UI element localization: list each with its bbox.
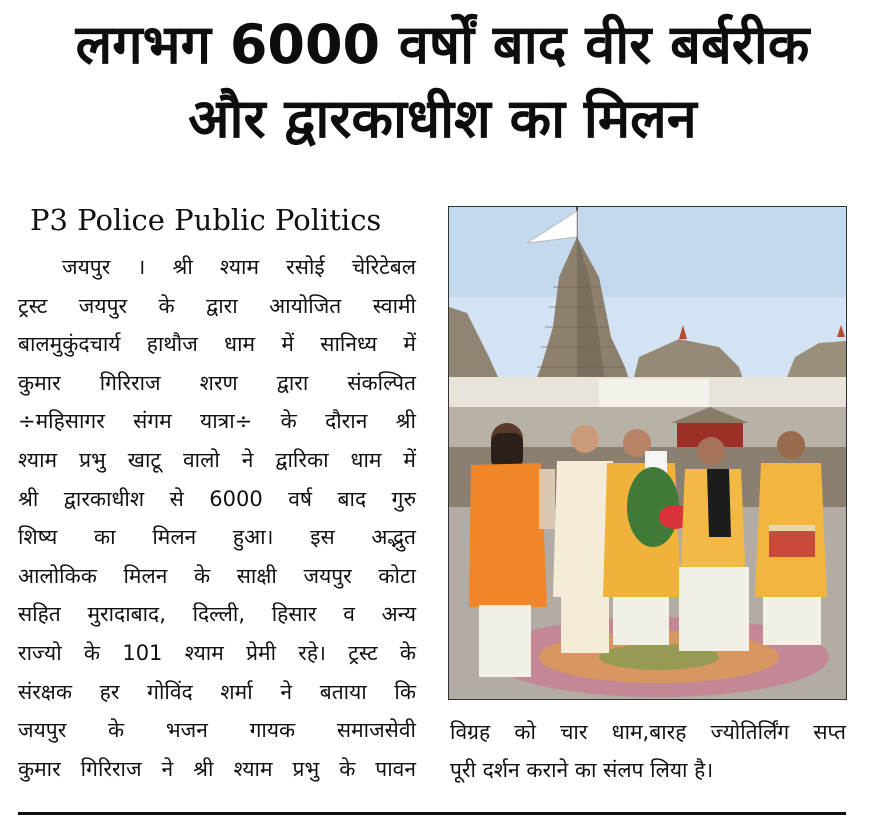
article-line: कुमार गिरिराज शरण द्वारा संकल्पित xyxy=(18,370,416,395)
article-line: जयपुर के भजन गायक समाजसेवी xyxy=(18,718,416,743)
article-line: श्री द्वारकाधीश से 6000 वर्ष बाद गुरु xyxy=(18,486,416,511)
headline-line-2: और द्वारकाधीश का मिलन xyxy=(188,87,697,150)
headline xyxy=(0,8,885,156)
article-line: शिष्य का मिलन हुआ। इस अद्भुत xyxy=(18,525,416,550)
article-line: सहित मुरादाबाद, दिल्ली, हिसार व अन्य xyxy=(18,602,416,627)
bottom-rule xyxy=(18,812,846,815)
article-line: जयपुर । श्री श्याम रसोई चेरिटेबल xyxy=(62,255,416,279)
article-line: कुमार गिरिराज ने श्री श्याम प्रभु के पावन xyxy=(18,756,416,781)
continuation-line: विग्रह को चार धाम,बारह ज्योतिर्लिंग सप्त xyxy=(450,720,846,744)
article-line: ÷महिसागर संगम यात्रा÷ के दौरान श्री xyxy=(18,409,416,434)
headline-line-1: लगभग 6000 वर्षों बाद वीर बर्बरीक xyxy=(75,13,810,76)
article-body xyxy=(18,248,416,788)
article-line: ट्रस्ट जयपुर के द्वारा आयोजित स्वामी xyxy=(18,293,416,318)
article-line: बालमुकुंदचार्य हाथौज धाम में सानिध्य में xyxy=(18,332,416,357)
article-line: संरक्षक हर गोविंद शर्मा ने बताया कि xyxy=(18,679,416,704)
article-continuation xyxy=(450,713,846,789)
byline: P3 Police Public Politics xyxy=(30,203,382,237)
continuation-line: पूरी दर्शन कराने का संलप लिया है। xyxy=(450,758,714,782)
news-photo xyxy=(448,206,847,700)
article-line: आलोकिक मिलन के साक्षी जयपुर कोटा xyxy=(18,563,416,588)
article-line: राज्यो के 101 श्याम प्रेमी रहे। ट्रस्ट के xyxy=(18,640,416,665)
article-line: श्याम प्रभु खाटू वालो ने द्वारिका धाम में xyxy=(18,447,416,472)
